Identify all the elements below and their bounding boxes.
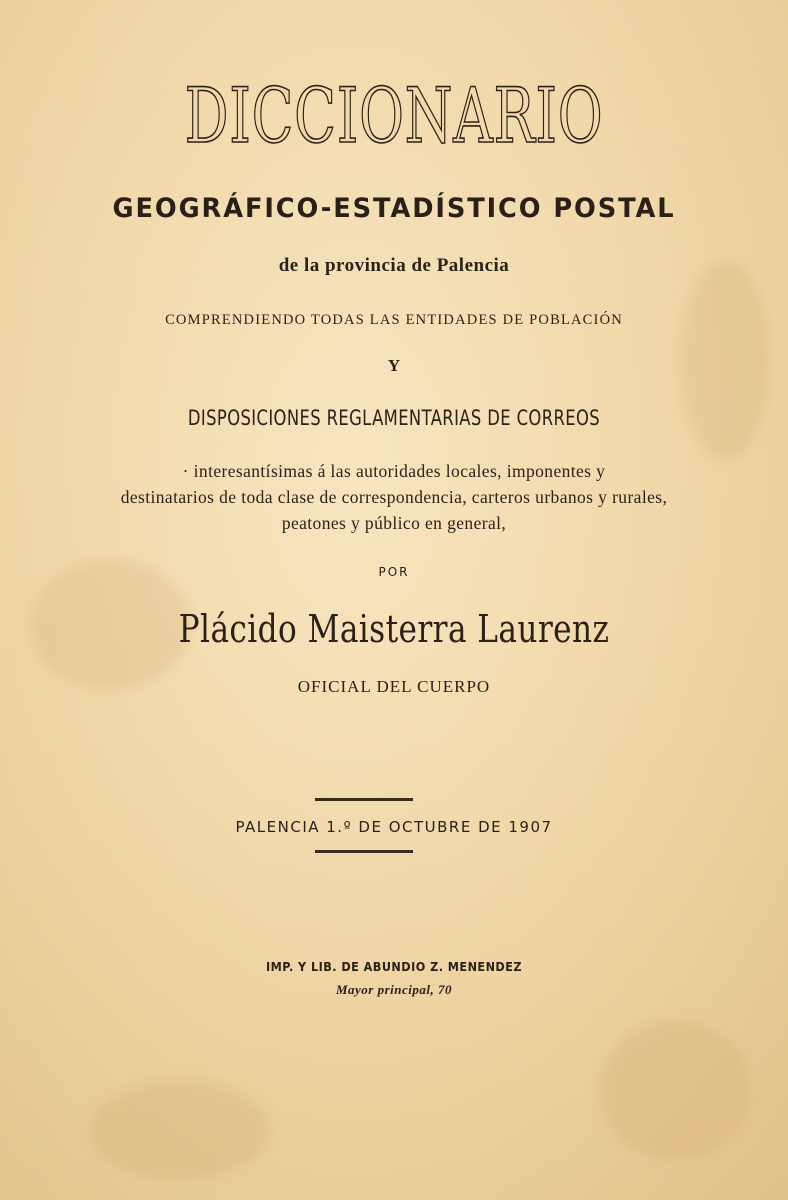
- place-date: PALENCIA 1.º DE OCTUBRE DE 1907: [235, 818, 553, 836]
- author-name: Plácido Maisterra Laurenz: [178, 607, 610, 651]
- paper-stain: [600, 1020, 750, 1160]
- province-line: de la provincia de Palencia: [278, 255, 510, 276]
- comprising-line: COMPRENDIENDO TODAS LAS ENTIDADES DE POBLACIÓN: [165, 312, 623, 328]
- author-role: OFICIAL DEL CUERPO: [297, 677, 491, 696]
- divider-rule: [315, 850, 413, 853]
- book-subtitle: GEOGRÁFICO-ESTADÍSTICO POSTAL: [112, 193, 676, 224]
- description-line: peatones y público en general,: [281, 513, 507, 533]
- dispositions-line: DISPOSICIONES REGLAMENTARIAS DE CORREOS: [187, 406, 601, 430]
- paper-stain: [90, 1080, 270, 1180]
- book-title: DICCIONARIO: [184, 71, 604, 160]
- conjunction-ornament: Y: [387, 356, 401, 375]
- printer-address: Mayor principal, 70: [335, 982, 453, 997]
- by-label: POR: [378, 565, 410, 579]
- printer-imprint: IMP. Y LIB. DE ABUNDIO Z. MENENDEZ: [266, 959, 522, 974]
- divider-rule: [315, 798, 413, 801]
- description-line: · interesantísimas á las autoridades locales, imponentes y: [182, 461, 606, 481]
- description-line: destinatarios de toda clase de correspondencia, carteros urbanos y rurales,: [120, 487, 668, 507]
